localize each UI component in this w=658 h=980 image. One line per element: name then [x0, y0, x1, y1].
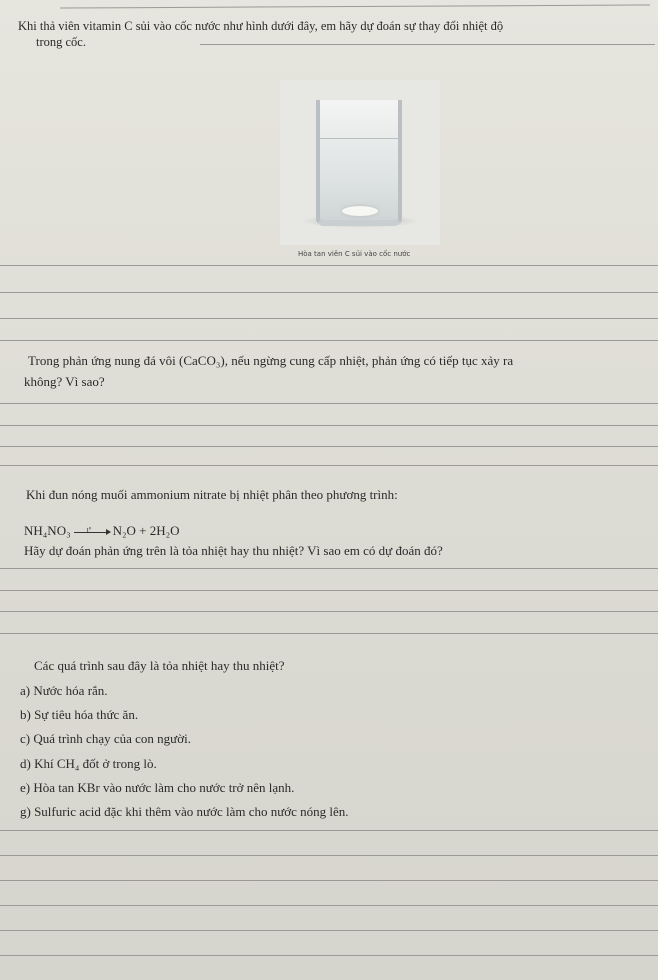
answer-line — [0, 955, 658, 956]
answer-line — [0, 318, 658, 319]
answer-line — [0, 905, 658, 906]
answer-line — [0, 830, 658, 831]
q4-item-d: d) Khí CH₄ đốt ở trong lò. — [20, 756, 157, 771]
vitamin-c-tablet — [342, 206, 378, 216]
reaction-condition: t° — [86, 525, 92, 534]
q1-text-line1: Khi thả viên vitamin C sủi vào cốc nước như hình dưới đây, em hãy dự đoán sự thay đổi nhiệt độ — [18, 19, 504, 33]
answer-line — [0, 465, 658, 466]
answer-line — [0, 446, 658, 447]
photo-caption: Hòa tan viên C sủi vào cốc nước — [298, 250, 411, 258]
q4-item-c: c) Quá trình chạy của con người. — [20, 731, 191, 746]
q2-line1: Trong phản ứng nung đá vôi (CaCO₃), nếu ngừng cung cấp nhiệt, phản ứng có tiếp tục xảy ra — [28, 353, 514, 368]
glass-of-water — [316, 100, 402, 226]
q2-line2: không? Vì sao? — [24, 374, 105, 389]
q3-intro: Khi đun nóng muối ammonium nitrate bị nhiệt phân theo phương trình: — [26, 487, 398, 502]
q4-item-e: e) Hòa tan KBr vào nước làm cho nước trở nên lạnh. — [20, 780, 295, 795]
reaction-arrow-icon — [74, 525, 110, 534]
answer-line — [60, 4, 650, 8]
answer-line — [0, 265, 658, 266]
q1-text-line2: trong cốc. — [36, 35, 86, 49]
answer-line — [0, 880, 658, 881]
q4-item-b: b) Sự tiêu hóa thức ăn. — [20, 707, 139, 722]
answer-line — [0, 633, 658, 634]
answer-line — [0, 292, 658, 293]
answer-line — [0, 340, 658, 341]
equation-products: N₂O + 2H₂O — [112, 523, 180, 538]
water-surface — [320, 138, 398, 139]
answer-line — [0, 403, 658, 404]
answer-line — [0, 425, 658, 426]
answer-line — [0, 611, 658, 612]
answer-line — [200, 44, 655, 45]
q3-question: Hãy dự đoán phản ứng trên là tỏa nhiệt hay thu nhiệt? Vì sao em có dự đoán đó? — [24, 543, 443, 558]
equation-reactant: NH₄NO₃ — [24, 523, 71, 538]
answer-line — [0, 930, 658, 931]
q4-item-g: g) Sulfuric acid đặc khi thêm vào nước làm cho nước nóng lên. — [20, 804, 349, 819]
q3-equation — [24, 523, 180, 539]
answer-line — [0, 590, 658, 591]
answer-line — [0, 568, 658, 569]
glass-photo — [280, 80, 440, 245]
q4-intro: Các quá trình sau đây là tỏa nhiệt hay thu nhiệt? — [34, 658, 285, 673]
answer-line — [0, 855, 658, 856]
q4-item-a: a) Nước hóa rắn. — [20, 683, 108, 698]
